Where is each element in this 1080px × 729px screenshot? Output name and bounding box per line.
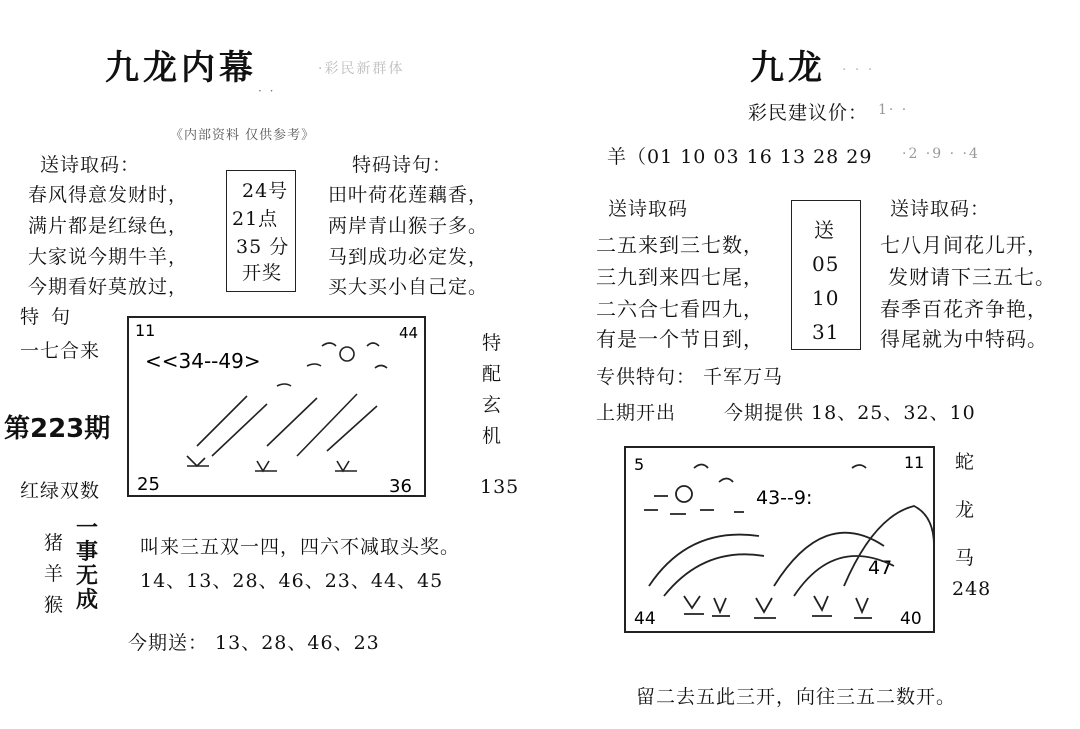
left-teju-text: 一七合来 [20, 340, 101, 362]
right-side-column [955, 438, 975, 582]
left-poem-line: 满片都是红绿色， [28, 215, 189, 237]
right-poem-line: 三九到来四七尾， [596, 265, 764, 289]
right-poem2-line: 七八月间花儿开， [880, 233, 1048, 257]
left-poem-heading: 送诗取码： [40, 154, 141, 176]
right-poem2-line: 春季百花齐争艳， [880, 297, 1048, 321]
left-special-line: 田叶荷花莲藕香， [328, 184, 489, 206]
left-zodiac-char: 猪 [44, 532, 65, 554]
right-sketch-corner: 5 [634, 455, 645, 474]
ground-marks [187, 466, 357, 471]
left-special-line: 两岸青山猴子多。 [328, 215, 489, 237]
left-special-line: 买大买小自己定。 [328, 276, 489, 298]
left-sketch-corner: 11 [135, 321, 156, 340]
left-send: 今期送： 13、28、46、23 [128, 632, 380, 654]
left-pei-char: 配 [482, 363, 503, 385]
grass-marks [684, 596, 868, 612]
left-pei-number: 135 [480, 476, 520, 498]
left-sketch-text: <<34--49> [145, 349, 261, 373]
right-tigong: 今期提供 18、25、32、10 [724, 402, 976, 424]
right-sketch [624, 446, 936, 634]
right-poem2-line: 发财请下三五七。 [888, 265, 1056, 289]
right-sketch-text: 43--9: [756, 487, 813, 509]
right-sketch-frame [625, 447, 934, 632]
right-poem-heading: 送诗取码 [608, 198, 689, 220]
left-zodiac-char: 羊 [44, 563, 65, 585]
left-box-line: 开奖 [242, 262, 283, 284]
cloud-marks [277, 343, 387, 386]
right-sketch-corner: 11 [904, 453, 925, 472]
sun-icon [340, 347, 354, 361]
right-poem-line: 二五来到三七数， [596, 233, 764, 257]
left-box-line: 35 分 [236, 236, 290, 258]
left-pei-char: 机 [482, 425, 503, 447]
right-price-faint: 1· · [878, 102, 909, 118]
left-line2: 14、13、28、46、23、44、45 [140, 570, 444, 592]
right-side-number: 248 [952, 578, 992, 600]
right-side-char: 龙 [955, 499, 976, 521]
left-poem-line: 大家说今期牛羊， [28, 246, 189, 268]
left-special-heading: 特码诗句： [352, 154, 453, 176]
sun-icon [676, 486, 692, 502]
left-subtitle: 《内部资料 仅供参考》 [170, 128, 316, 143]
right-title: 九龙 [750, 48, 826, 88]
left-yishi-char: 一 [76, 515, 99, 541]
right-box-line: 送 [814, 218, 835, 242]
left-poem-line: 今期看好莫放过， [28, 276, 189, 298]
left-pei-char: 玄 [482, 394, 503, 416]
left-zodiac-column [44, 528, 64, 621]
right-price: 彩民建议价： [748, 102, 869, 124]
right-sketch-corner: 44 [634, 609, 656, 629]
left-poem-line: 春风得意发财时， [28, 184, 189, 206]
right-box-line: 05 [812, 252, 840, 276]
issue-number: 第223期 [4, 414, 111, 444]
left-zodiac-char: 猴 [44, 594, 65, 616]
left-box-line: 24号 [242, 180, 289, 202]
right-box-line: 31 [812, 320, 840, 344]
left-title-faint: ·彩民新群体 [318, 61, 405, 77]
right-side-char: 蛇 [955, 451, 976, 473]
left-title: 九龙内幕 [105, 48, 257, 88]
right-bottom-line: 留二去五此三开，向往三五二数开。 [636, 686, 957, 708]
right-poem2-heading: 送诗取码： [890, 198, 991, 220]
right-zhuan: 专供特句： 千军万马 [596, 366, 784, 388]
left-yishi-char: 事 [76, 539, 99, 565]
left-sketch-corner: 36 [389, 476, 412, 497]
left-sketch-corner: 25 [137, 474, 160, 495]
ground-marks [684, 614, 872, 618]
left-sketch-corner: 44 [399, 324, 419, 342]
hill-lines [649, 506, 934, 596]
left-title-dots: · · [258, 84, 276, 98]
right-poem-line: 有是一个节日到， [596, 327, 764, 351]
left-pei-column [482, 328, 502, 452]
left-yishi-char: 成 [76, 587, 99, 613]
right-shangqi: 上期开出 [596, 402, 677, 424]
left-box-line: 21点 [232, 208, 279, 230]
right-poem2-line: 得尾就为中特码。 [880, 327, 1048, 351]
left-teju-label: 特 句 [20, 306, 74, 328]
right-box-line: 10 [812, 286, 840, 310]
left-special-line: 马到成功必定发， [328, 246, 489, 268]
left-line1: 叫来三五双一四，四六不减取头奖。 [140, 536, 461, 558]
left-sketch [127, 316, 427, 498]
rain-lines [197, 394, 377, 456]
right-poem-line: 二六合七看四九， [596, 297, 764, 321]
right-title-faint: · · · [842, 62, 875, 78]
left-yishi-char: 无 [76, 563, 99, 589]
right-yang-faint: ·2 ·9 · ·4 [902, 146, 980, 162]
left-sketch-frame [128, 317, 425, 496]
grass-marks [187, 456, 349, 471]
left-honglv: 红绿双数 [20, 480, 101, 502]
left-yishi-column [76, 516, 98, 612]
right-side-char: 马 [955, 547, 976, 569]
right-yang-line: 羊（01 10 03 16 13 28 29 [607, 146, 873, 168]
right-sketch-mid: 47 [868, 557, 893, 579]
right-sketch-corner: 40 [900, 609, 922, 629]
left-pei-char: 特 [482, 332, 503, 354]
